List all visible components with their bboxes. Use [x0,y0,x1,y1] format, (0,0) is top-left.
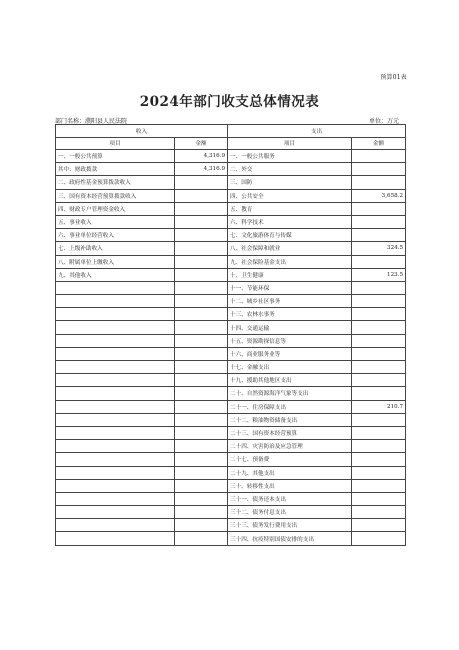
income-item-cell [56,532,175,545]
expense-amount-cell: 123.5 [352,268,406,281]
expense-item-cell: 六、科学技术 [228,215,352,228]
table-row [56,334,406,347]
table-row [56,229,406,242]
income-amount-cell [175,202,228,215]
income-amount-cell [175,361,228,374]
income-amount-cell [175,400,228,413]
income-item-cell [56,295,175,308]
form-number: 预算01表 [380,74,407,81]
table-row [56,163,406,176]
expense-item-cell: 二十二、粮油物资储备支出 [228,413,352,426]
expense-amount-cell [352,150,406,163]
table-row [56,189,406,202]
unit-label: 单位：万元 [368,118,399,125]
expense-amount-cell [352,479,406,492]
income-item-cell [56,400,175,413]
table-row [56,150,406,163]
income-amount-cell [175,387,228,400]
expense-item-cell: 九、社会保险基金支出 [228,255,352,268]
expense-amount-cell [352,519,406,532]
table-row [56,466,406,479]
income-item-cell: 九、其他收入 [56,268,175,281]
income-amount-cell [175,492,228,505]
income-item-cell: 其中：财政拨款 [56,163,175,176]
table-row [56,308,406,321]
expense-item-cell: 一、一般公共服务 [228,150,352,163]
table-row [56,440,406,453]
expense-item-cell: 十四、交通运输 [228,321,352,334]
table-row [56,347,406,360]
income-item-cell [56,374,175,387]
income-amount-cell [175,347,228,360]
income-item-cell [56,519,175,532]
expense-item-cell: 十五、资源勘探信息等 [228,334,352,347]
income-amount-cell [175,308,228,321]
expense-amount-cell [352,202,406,215]
expense-amount-cell [352,413,406,426]
income-item-cell: 八、附属单位上缴收入 [56,255,175,268]
table-subheader-row [56,137,406,150]
income-amount-cell [175,334,228,347]
income-item-cell: 六、事业单位经营收入 [56,229,175,242]
expense-item-cell: 五、教育 [228,202,352,215]
expense-amount-cell [352,321,406,334]
expense-item-cell: 二十一、住房保障支出 [228,400,352,413]
income-item-cell [56,387,175,400]
income-amount-cell [175,426,228,439]
table-row [56,453,406,466]
income-amount-cell [175,215,228,228]
expense-amount-cell [352,255,406,268]
expense-amount-cell [352,308,406,321]
expense-item-cell: 十、卫生健康 [228,268,352,281]
income-item-cell [56,334,175,347]
table-row [56,374,406,387]
expense-amount-cell [352,492,406,505]
income-item-cell [56,440,175,453]
expense-item-cell: 二十九、其他支出 [228,466,352,479]
income-amount-cell [175,295,228,308]
income-item-header: 项目 [56,137,175,150]
expense-amount-cell [352,426,406,439]
income-item-cell [56,361,175,374]
expense-item-cell: 十三、农林水事务 [228,308,352,321]
expense-item-cell: 二十、自然资源海洋气象等支出 [228,387,352,400]
income-item-cell [56,492,175,505]
income-amount-cell: 4,316.9 [175,163,228,176]
table-row [56,426,406,439]
expense-amount-cell [352,466,406,479]
table-row [56,387,406,400]
expense-amount-cell [352,440,406,453]
income-item-cell [56,479,175,492]
expense-item-header: 项目 [228,137,352,150]
table-row [56,321,406,334]
expense-item-cell: 二十三、国有资本经营预算 [228,426,352,439]
income-item-cell: 一、一般公共预算 [56,150,175,163]
expense-amount-cell [352,532,406,545]
expense-item-cell: 二十四、灾害防治及应急管理 [228,440,352,453]
income-amount-cell [175,242,228,255]
income-item-cell: 七、上级补助收入 [56,242,175,255]
income-amount-cell [175,321,228,334]
expense-item-cell: 八、社会保障和就业 [228,242,352,255]
expense-item-cell: 三十一、债务还本支出 [228,492,352,505]
income-amount-cell [175,374,228,387]
table-row [56,519,406,532]
table-header-row [56,125,406,138]
table-row [56,281,406,294]
expense-item-cell: 四、公共安全 [228,189,352,202]
expense-amount-cell [352,295,406,308]
expense-item-cell: 二、外交 [228,163,352,176]
income-item-cell: 二、政府性基金预算拨款收入 [56,176,175,189]
income-amount-cell [175,413,228,426]
expense-item-cell: 三、国防 [228,176,352,189]
income-item-cell [56,466,175,479]
income-amount-cell [175,506,228,519]
income-item-cell: 五、事业收入 [56,215,175,228]
table-row [56,242,406,255]
expense-amount-cell [352,387,406,400]
income-amount-cell [175,255,228,268]
table-row [56,400,406,413]
income-item-cell [56,453,175,466]
expense-amount-cell [352,163,406,176]
expense-amount-cell [352,374,406,387]
income-item-cell [56,413,175,426]
income-amount-cell [175,532,228,545]
expense-amount-cell [352,347,406,360]
income-amount-cell [175,466,228,479]
expense-item-cell: 三十三、债务发行费用支出 [228,519,352,532]
expense-amount-cell: 3,658.2 [352,189,406,202]
income-amount-cell [175,268,228,281]
expense-item-cell: 十一、节能环保 [228,281,352,294]
department-name: 部门名称：濮阳县人民法院 [55,118,128,125]
expense-item-cell: 二十七、预备费 [228,453,352,466]
income-item-cell [56,426,175,439]
page-title: 2024年部门收支总体情况表 [139,94,320,110]
income-item-cell [56,321,175,334]
expense-item-cell: 三十、转移性支出 [228,479,352,492]
income-amount-cell [175,176,228,189]
income-item-cell [56,506,175,519]
expense-item-cell: 三十二、债务付息支出 [228,506,352,519]
expense-amount-cell [352,176,406,189]
table-row [56,176,406,189]
table-row [56,295,406,308]
income-amount-cell [175,479,228,492]
expense-amount-cell: 324.5 [352,242,406,255]
table-row [56,492,406,505]
income-item-cell [56,347,175,360]
table-row [56,506,406,519]
budget-summary-table [55,124,406,546]
expense-item-cell: 十九、援助其他地区支出 [228,374,352,387]
expense-item-cell: 三十四、抗疫特别国债安排的支出 [228,532,352,545]
expense-amount-header: 金额 [352,137,406,150]
income-header: 收入 [56,125,228,138]
income-amount-cell [175,229,228,242]
table-row [56,532,406,545]
income-item-cell [56,308,175,321]
expense-amount-cell [352,453,406,466]
income-amount-cell [175,440,228,453]
income-item-cell: 四、财政专户管理资金收入 [56,202,175,215]
table-row [56,479,406,492]
table-row [56,413,406,426]
table-row [56,215,406,228]
expense-item-cell: 十二、城乡社区事务 [228,295,352,308]
table-row [56,268,406,281]
table-row [56,361,406,374]
income-amount-header: 金额 [175,137,228,150]
expense-amount-cell: 210.7 [352,400,406,413]
income-amount-cell [175,189,228,202]
expense-amount-cell [352,215,406,228]
income-amount-cell: 4,316.9 [175,150,228,163]
expense-header: 支出 [228,125,406,138]
expense-item-cell: 十六、商业服务业等 [228,347,352,360]
income-item-cell [56,281,175,294]
expense-amount-cell [352,506,406,519]
income-amount-cell [175,453,228,466]
expense-amount-cell [352,281,406,294]
income-amount-cell [175,281,228,294]
expense-item-cell: 十七、金融支出 [228,361,352,374]
income-item-cell: 三、国有资本经营预算拨款收入 [56,189,175,202]
expense-amount-cell [352,361,406,374]
income-amount-cell [175,519,228,532]
table-row [56,255,406,268]
expense-item-cell: 七、文化旅游体育与传媒 [228,229,352,242]
expense-amount-cell [352,229,406,242]
expense-amount-cell [352,334,406,347]
table-row [56,202,406,215]
